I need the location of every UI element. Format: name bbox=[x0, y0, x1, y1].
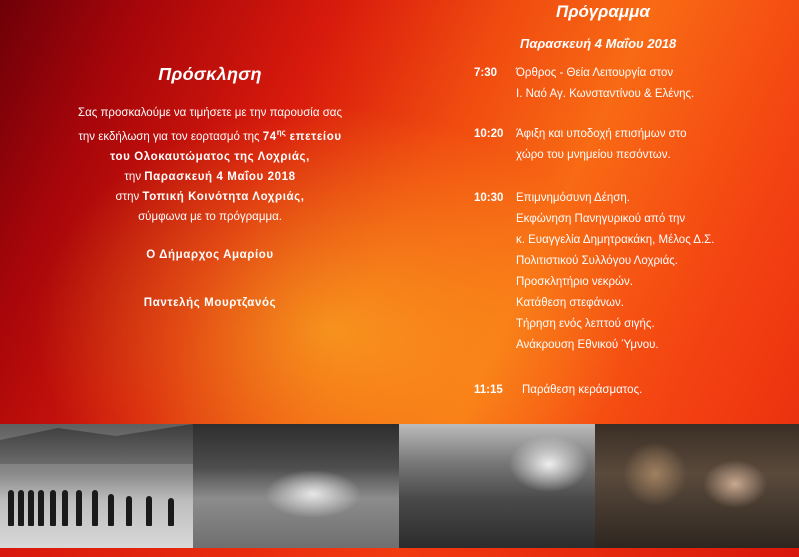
invitation-line: Σας προσκαλούμε να τιμήσετε με την παρουσία σας bbox=[78, 107, 342, 119]
invitation-text: την εκδήλωση για τον εορτασμό της bbox=[78, 130, 263, 143]
entry-time: 10:20 bbox=[474, 128, 504, 140]
entry-line: Όρθρος - Θεία Λειτουργία στον bbox=[516, 67, 674, 79]
signature-role: Ο Δήμαρχος Αμαρίου bbox=[146, 248, 274, 261]
entry-time: 10:30 bbox=[474, 192, 504, 204]
anniversary-number: 74 bbox=[262, 130, 277, 143]
invitation-line bbox=[40, 167, 380, 187]
entry-line: Πολιτιστικού Συλλόγου Λοχριάς. bbox=[516, 255, 678, 267]
entry-line: Τήρηση ενός λεπτού σιγής. bbox=[516, 318, 655, 330]
execution-photo bbox=[0, 424, 193, 548]
invitation-line: σύμφωνα με το πρόγραμμα. bbox=[138, 210, 282, 223]
entry-line: Άφιξη και υποδοχή επισήμων στο bbox=[516, 128, 687, 140]
invitation-line bbox=[40, 123, 380, 147]
entry-line: Ανάκρουση Εθνικού Ύμνου. bbox=[516, 339, 659, 351]
invitation-text: στην bbox=[115, 190, 143, 203]
entry-time: 7:30 bbox=[474, 67, 498, 79]
entry-line: Προσκλητήριο νεκρών. bbox=[516, 276, 633, 288]
invitation-title: Πρόσκληση bbox=[158, 64, 262, 84]
mourning-women-photo bbox=[595, 424, 799, 548]
battle-photo bbox=[193, 424, 399, 548]
program-title: Πρόγραμμα bbox=[556, 2, 650, 21]
entry-time: 11:15 bbox=[474, 384, 503, 396]
signature-name: Παντελής Μουρτζανός bbox=[143, 296, 277, 309]
event-location: Τοπική Κοινότητα Λοχριάς, bbox=[142, 190, 305, 203]
anniversary-suffix: ης bbox=[276, 128, 286, 137]
invitation-line bbox=[40, 187, 380, 207]
entry-line: Κατάθεση στεφάνων. bbox=[516, 297, 624, 309]
event-date: Παρασκευή 4 Μαΐου 2018 bbox=[144, 170, 296, 183]
invitation-text: επετείου bbox=[285, 130, 342, 143]
entry-line: Επιμνημόσυνη Δέηση. bbox=[516, 192, 630, 204]
entry-line: κ. Ευαγγελία Δημητρακάκη, Μέλος Δ.Σ. bbox=[516, 234, 715, 246]
invitation-text: την bbox=[124, 170, 145, 183]
entry-line: Παράθεση κεράσματος. bbox=[522, 384, 643, 396]
invitation-line: του Ολοκαυτώματος της Λοχριάς, bbox=[110, 150, 310, 163]
bottom-strip bbox=[0, 548, 799, 557]
photo-strip bbox=[0, 424, 799, 548]
invitation-block bbox=[40, 60, 380, 313]
entry-line: χώρο του μνημείου πεσόντων. bbox=[516, 149, 671, 161]
entry-line: Εκφώνηση Πανηγυρικού από την bbox=[516, 213, 686, 225]
program-date: Παρασκευή 4 Μαΐου 2018 bbox=[520, 36, 677, 51]
soldiers-photo bbox=[399, 424, 595, 548]
entry-line: Ι. Ναό Αγ. Κωνσταντίνου & Ελένης. bbox=[516, 88, 695, 100]
